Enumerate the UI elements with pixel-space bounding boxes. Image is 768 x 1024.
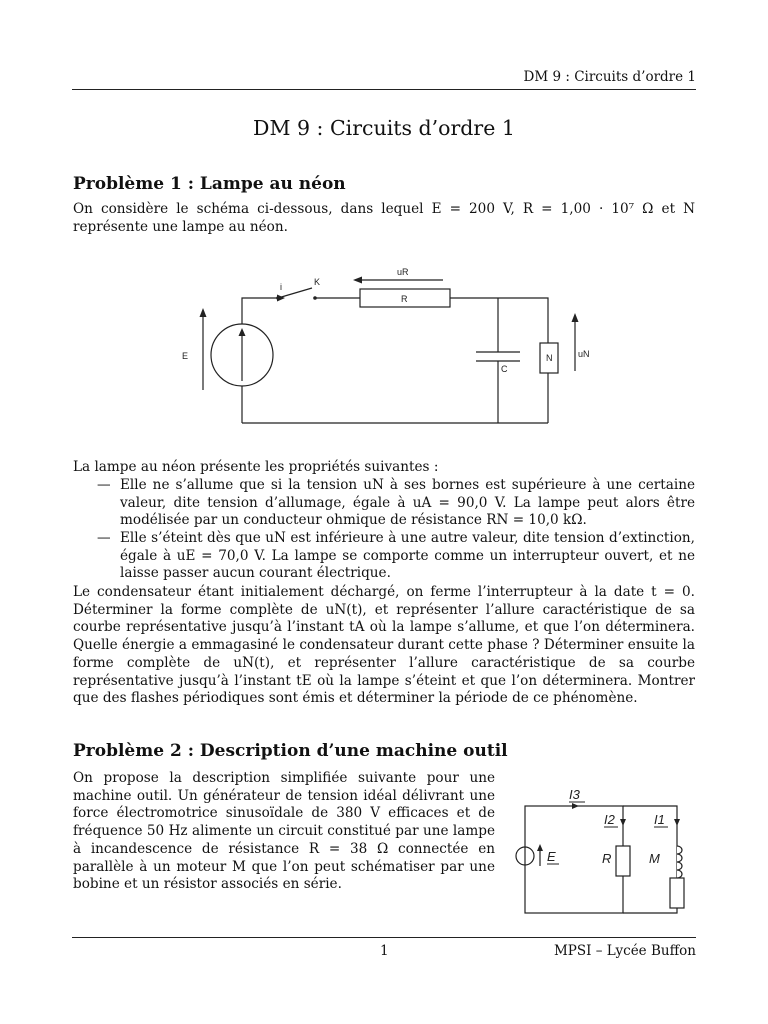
footer-school: MPSI – Lycée Buffon	[553, 943, 696, 959]
label-r: R	[401, 294, 408, 304]
problem1-heading: Problème 1 : Lampe au néon	[73, 174, 346, 194]
label-m: M	[649, 851, 660, 866]
i3-arrowhead	[572, 803, 579, 809]
label-k: K	[314, 277, 321, 287]
i1-arrowhead	[674, 819, 680, 826]
running-header	[524, 69, 696, 85]
label-c: C	[501, 364, 508, 374]
property-1-bullet: —	[97, 477, 111, 493]
label-i2: I2	[604, 812, 615, 827]
motor-resistor	[670, 878, 684, 908]
page-number: 1	[380, 943, 389, 959]
e-arrowhead-2	[537, 844, 543, 851]
source-arrowhead	[239, 328, 246, 336]
label-i1: I1	[654, 812, 665, 827]
lamp-resistor-r	[616, 846, 630, 876]
un-arrowhead	[572, 313, 579, 322]
page-title: DM 9 : Circuits d’ordre 1	[253, 116, 515, 140]
ur-arrowhead	[353, 277, 362, 284]
problem1-intro	[73, 201, 695, 236]
neon-lamp-circuit	[170, 268, 600, 438]
label-i3: I3	[569, 787, 580, 802]
machine-tool-circuit	[505, 786, 705, 916]
property-2-bullet: —	[97, 530, 111, 546]
switch-contact-right	[313, 296, 317, 300]
problem1-intro-text: On considère le schéma ci-dessous, dans lequel E = 200 V, R = 1,00 · 10⁷ Ω et N représente une lampe au néon.	[73, 201, 695, 235]
label-e: E	[182, 351, 189, 361]
problem2-text: On propose la description simplifiée suivante pour une machine outil. Un générateur de tension idéal délivrant une force électromotrice sinusoïdale de 380 V efficaces et de fréquence 50 Hz alimente un circuit constitué par une lampe à incandescence de résistance R = 38 Ω connectée en parallèle à un moteur M que l’on peut schématiser par une bobine et un résistor associés en série.	[73, 770, 495, 893]
properties-intro: La lampe au néon présente les propriétés suivantes :	[73, 459, 439, 475]
property-1: Elle ne s’allume que si la tension uN à ses bornes est supérieure à une certaine valeur, dite tension d’allumage, égale à uA = 90,0 V. La lampe peut alors être modélisée par un conducteur ohmique de résistance RN = 10,0 kΩ.	[120, 477, 695, 529]
wire-left-top	[242, 298, 278, 324]
label-i: i	[280, 282, 282, 292]
footer-rule	[72, 937, 696, 938]
label-e-2: E	[547, 849, 556, 864]
problem2-heading: Problème 2 : Description d’une machine outil	[73, 741, 508, 761]
e-arrowhead	[200, 308, 207, 317]
header-rule	[72, 89, 696, 90]
label-ur: uR	[397, 268, 409, 277]
i2-arrowhead	[620, 819, 626, 826]
label-n: N	[546, 353, 553, 363]
switch-contact-left	[276, 296, 280, 300]
motor-coil	[677, 846, 682, 878]
problem1-question: Le condensateur étant initialement déchargé, on ferme l’interrupteur à la date t = 0. Déterminer la forme complète de uN(t), et représenter l’allure caractéristique de sa courbe représentative jusqu’à l’instant tA où la lampe s’allume, et que l’on déterminera. Quelle énergie a emmagasiné le condensateur durant cette phase ? Déterminer ensuite la forme complète de uN(t), et représenter l’allure caractéristique de sa courbe représentative jusqu’à l’instant tE où la lampe s’éteint et que l’on déterminera. Montrer que des flashes périodiques sont émis et déterminer la période de ce phénomène.	[73, 584, 695, 707]
wire-top-right	[450, 298, 548, 343]
switch-k	[278, 288, 312, 298]
label-un: uN	[578, 349, 590, 359]
property-2: Elle s’éteint dès que uN est inférieure à une autre valeur, dite tension d’extinction, égale à uE = 70,0 V. La lampe se comporte comme un interrupteur ouvert, et ne laisse passer aucun courant électrique.	[120, 530, 695, 582]
label-r-2: R	[602, 851, 612, 866]
running-title: DM 9 : Circuits d’ordre 1	[523, 69, 696, 85]
